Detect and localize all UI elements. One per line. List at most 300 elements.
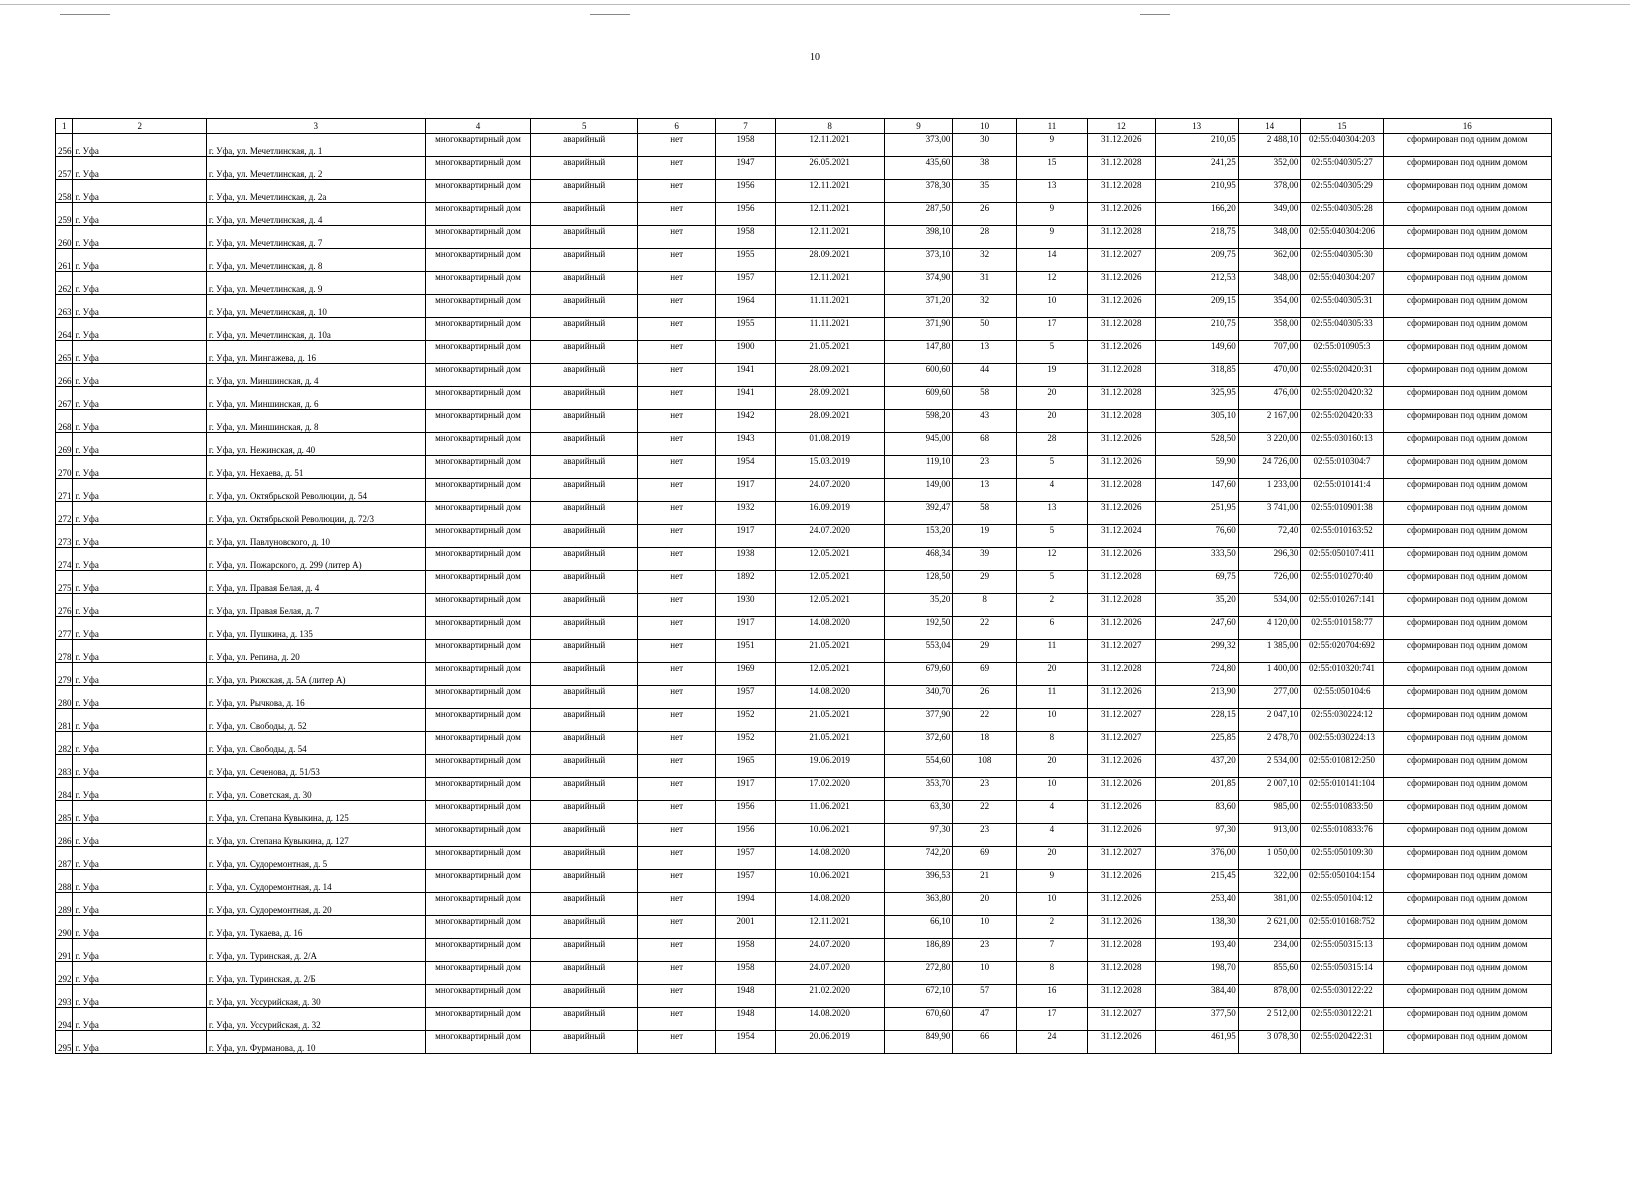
cell-city: г. Уфа bbox=[73, 203, 206, 226]
cell-residents: 58 bbox=[953, 502, 1017, 525]
cell-condition: аварийный bbox=[531, 341, 638, 364]
cell-date: 10.06.2021 bbox=[775, 870, 884, 893]
cell-flag: нет bbox=[638, 824, 716, 847]
cell-flag: нет bbox=[638, 1031, 716, 1054]
cell-land-area: 1 400,00 bbox=[1238, 663, 1301, 686]
cell-address: г. Уфа, ул. Октябрьской Революции, д. 72/3 bbox=[206, 502, 425, 525]
cell-condition: аварийный bbox=[531, 801, 638, 824]
cell-apartments: 7 bbox=[1016, 939, 1087, 962]
cell-land-status: сформирован под одним домом bbox=[1383, 755, 1551, 778]
cell-land-status: сформирован под одним домом bbox=[1383, 1031, 1551, 1054]
cell-object-type: многоквартирный дом bbox=[425, 617, 531, 640]
cell-city: г. Уфа bbox=[73, 157, 206, 180]
cell-land-status: сформирован под одним домом bbox=[1383, 617, 1551, 640]
table-row bbox=[56, 410, 1552, 433]
cell-residents: 38 bbox=[953, 157, 1017, 180]
cell-area: 186,89 bbox=[884, 939, 953, 962]
cell-area: 340,70 bbox=[884, 686, 953, 709]
cell-land-area: 24 726,00 bbox=[1238, 456, 1301, 479]
cell-land-area: 349,00 bbox=[1238, 203, 1301, 226]
cell-address: г. Уфа, ул. Судоремонтная, д. 20 bbox=[206, 893, 425, 916]
cell-cadastral-number: 02:55:040304:203 bbox=[1301, 134, 1383, 157]
cell-apartments: 28 bbox=[1016, 433, 1087, 456]
cell-deadline: 31.12.2024 bbox=[1087, 525, 1155, 548]
cell-condition: аварийный bbox=[531, 295, 638, 318]
cell-object-type: многоквартирный дом bbox=[425, 180, 531, 203]
cell-flag: нет bbox=[638, 778, 716, 801]
table-row bbox=[56, 824, 1552, 847]
cell-city: г. Уфа bbox=[73, 134, 206, 157]
cell-object-type: многоквартирный дом bbox=[425, 433, 531, 456]
table-row bbox=[56, 548, 1552, 571]
scan-mark bbox=[0, 4, 1630, 5]
table-row bbox=[56, 295, 1552, 318]
cell-object-type: многоквартирный дом bbox=[425, 387, 531, 410]
cell-year-built: 1941 bbox=[716, 364, 776, 387]
cell-row-number: 292 bbox=[56, 962, 73, 985]
cell-apartments: 20 bbox=[1016, 387, 1087, 410]
column-header-4: 4 bbox=[425, 119, 531, 134]
cell-apartments: 10 bbox=[1016, 893, 1087, 916]
cell-date: 10.06.2021 bbox=[775, 824, 884, 847]
cell-area: 192,50 bbox=[884, 617, 953, 640]
cell-year-built: 1900 bbox=[716, 341, 776, 364]
cell-date: 14.08.2020 bbox=[775, 1008, 884, 1031]
cell-flag: нет bbox=[638, 180, 716, 203]
column-header-11: 11 bbox=[1016, 119, 1087, 134]
cell-object-type: многоквартирный дом bbox=[425, 456, 531, 479]
cell-value: 198,70 bbox=[1155, 962, 1238, 985]
cell-row-number: 289 bbox=[56, 893, 73, 916]
cell-condition: аварийный bbox=[531, 594, 638, 617]
cell-apartments: 6 bbox=[1016, 617, 1087, 640]
cell-deadline: 31.12.2028 bbox=[1087, 939, 1155, 962]
cell-flag: нет bbox=[638, 847, 716, 870]
cell-address: г. Уфа, ул. Мечетлинская, д. 8 bbox=[206, 249, 425, 272]
cell-date: 16.09.2019 bbox=[775, 502, 884, 525]
cell-object-type: многоквартирный дом bbox=[425, 824, 531, 847]
cell-cadastral-number: 02:55:040305:33 bbox=[1301, 318, 1383, 341]
cell-value: 35,20 bbox=[1155, 594, 1238, 617]
cell-land-status: сформирован под одним домом bbox=[1383, 847, 1551, 870]
cell-value: 83,60 bbox=[1155, 801, 1238, 824]
cell-area: 373,00 bbox=[884, 134, 953, 157]
cell-land-status: сформирован под одним домом bbox=[1383, 249, 1551, 272]
column-header-1: 1 bbox=[56, 119, 73, 134]
cell-condition: аварийный bbox=[531, 157, 638, 180]
table-row bbox=[56, 433, 1552, 456]
cell-condition: аварийный bbox=[531, 548, 638, 571]
cell-city: г. Уфа bbox=[73, 387, 206, 410]
cell-apartments: 20 bbox=[1016, 755, 1087, 778]
cell-object-type: многоквартирный дом bbox=[425, 847, 531, 870]
cell-object-type: многоквартирный дом bbox=[425, 709, 531, 732]
cell-residents: 23 bbox=[953, 456, 1017, 479]
cell-address: г. Уфа, ул. Уссурийская, д. 32 bbox=[206, 1008, 425, 1031]
cell-apartments: 9 bbox=[1016, 226, 1087, 249]
cell-area: 272,80 bbox=[884, 962, 953, 985]
cell-land-status: сформирован под одним домом bbox=[1383, 732, 1551, 755]
cell-object-type: многоквартирный дом bbox=[425, 272, 531, 295]
cell-condition: аварийный bbox=[531, 663, 638, 686]
cell-apartments: 10 bbox=[1016, 709, 1087, 732]
cell-year-built: 1956 bbox=[716, 180, 776, 203]
cell-land-area: 277,00 bbox=[1238, 686, 1301, 709]
cell-city: г. Уфа bbox=[73, 870, 206, 893]
cell-object-type: многоквартирный дом bbox=[425, 295, 531, 318]
cell-apartments: 13 bbox=[1016, 180, 1087, 203]
cell-row-number: 290 bbox=[56, 916, 73, 939]
cell-land-status: сформирован под одним домом bbox=[1383, 824, 1551, 847]
cell-residents: 26 bbox=[953, 686, 1017, 709]
cell-flag: нет bbox=[638, 640, 716, 663]
cell-condition: аварийный bbox=[531, 502, 638, 525]
table-row bbox=[56, 663, 1552, 686]
cell-residents: 23 bbox=[953, 939, 1017, 962]
cell-deadline: 31.12.2026 bbox=[1087, 502, 1155, 525]
cell-cadastral-number: 02:55:010812:250 bbox=[1301, 755, 1383, 778]
table-row bbox=[56, 1008, 1552, 1031]
cell-date: 28.09.2021 bbox=[775, 387, 884, 410]
table-row bbox=[56, 525, 1552, 548]
cell-area: 679,60 bbox=[884, 663, 953, 686]
cell-residents: 22 bbox=[953, 801, 1017, 824]
cell-year-built: 1932 bbox=[716, 502, 776, 525]
table-row bbox=[56, 594, 1552, 617]
cell-object-type: многоквартирный дом bbox=[425, 663, 531, 686]
cell-flag: нет bbox=[638, 1008, 716, 1031]
cell-land-area: 2 621,00 bbox=[1238, 916, 1301, 939]
cell-city: г. Уфа bbox=[73, 456, 206, 479]
cell-condition: аварийный bbox=[531, 893, 638, 916]
cell-row-number: 291 bbox=[56, 939, 73, 962]
table-row bbox=[56, 180, 1552, 203]
cell-land-status: сформирован под одним домом bbox=[1383, 893, 1551, 916]
column-header-10: 10 bbox=[953, 119, 1017, 134]
column-header-5: 5 bbox=[531, 119, 638, 134]
cell-apartments: 9 bbox=[1016, 203, 1087, 226]
cell-object-type: многоквартирный дом bbox=[425, 801, 531, 824]
table-row bbox=[56, 778, 1552, 801]
cell-address: г. Уфа, ул. Туринская, д. 2/А bbox=[206, 939, 425, 962]
cell-area: 468,34 bbox=[884, 548, 953, 571]
cell-cadastral-number: 02:55:010158:77 bbox=[1301, 617, 1383, 640]
cell-cadastral-number: 02:55:030224:12 bbox=[1301, 709, 1383, 732]
cell-date: 14.08.2020 bbox=[775, 893, 884, 916]
cell-date: 28.09.2021 bbox=[775, 364, 884, 387]
scan-mark bbox=[590, 14, 630, 15]
cell-value: 305,10 bbox=[1155, 410, 1238, 433]
cell-area: 371,90 bbox=[884, 318, 953, 341]
cell-year-built: 1892 bbox=[716, 571, 776, 594]
cell-object-type: многоквартирный дом bbox=[425, 1008, 531, 1031]
cell-cadastral-number: 02:55:040305:29 bbox=[1301, 180, 1383, 203]
cell-flag: нет bbox=[638, 571, 716, 594]
cell-year-built: 1994 bbox=[716, 893, 776, 916]
cell-deadline: 31.12.2028 bbox=[1087, 962, 1155, 985]
cell-deadline: 31.12.2027 bbox=[1087, 709, 1155, 732]
cell-year-built: 2001 bbox=[716, 916, 776, 939]
cell-deadline: 31.12.2028 bbox=[1087, 594, 1155, 617]
cell-land-area: 2 007,10 bbox=[1238, 778, 1301, 801]
cell-apartments: 13 bbox=[1016, 502, 1087, 525]
cell-area: 670,60 bbox=[884, 1008, 953, 1031]
cell-address: г. Уфа, ул. Пушкина, д. 135 bbox=[206, 617, 425, 640]
cell-deadline: 31.12.2026 bbox=[1087, 870, 1155, 893]
cell-address: г. Уфа, ул. Фурманова, д. 10 bbox=[206, 1031, 425, 1054]
cell-address: г. Уфа, ул. Мингажева, д. 16 bbox=[206, 341, 425, 364]
cell-land-status: сформирован под одним домом bbox=[1383, 525, 1551, 548]
cell-land-status: сформирован под одним домом bbox=[1383, 157, 1551, 180]
column-header-7: 7 bbox=[716, 119, 776, 134]
cell-year-built: 1948 bbox=[716, 985, 776, 1008]
column-header-2: 2 bbox=[73, 119, 206, 134]
cell-land-area: 2 047,10 bbox=[1238, 709, 1301, 732]
cell-area: 600,60 bbox=[884, 364, 953, 387]
cell-area: 63,30 bbox=[884, 801, 953, 824]
cell-row-number: 281 bbox=[56, 709, 73, 732]
cell-value: 225,85 bbox=[1155, 732, 1238, 755]
cell-cadastral-number: 02:55:050315:13 bbox=[1301, 939, 1383, 962]
cell-apartments: 12 bbox=[1016, 548, 1087, 571]
cell-land-area: 2 488,10 bbox=[1238, 134, 1301, 157]
cell-row-number: 269 bbox=[56, 433, 73, 456]
cell-date: 12.11.2021 bbox=[775, 180, 884, 203]
cell-address: г. Уфа, ул. Свободы, д. 52 bbox=[206, 709, 425, 732]
cell-year-built: 1917 bbox=[716, 525, 776, 548]
cell-deadline: 31.12.2028 bbox=[1087, 157, 1155, 180]
cell-residents: 108 bbox=[953, 755, 1017, 778]
cell-land-area: 3 078,30 bbox=[1238, 1031, 1301, 1054]
scan-mark bbox=[1140, 14, 1170, 15]
table-row bbox=[56, 502, 1552, 525]
cell-condition: аварийный bbox=[531, 571, 638, 594]
cell-flag: нет bbox=[638, 617, 716, 640]
cell-area: 609,60 bbox=[884, 387, 953, 410]
cell-value: 228,15 bbox=[1155, 709, 1238, 732]
cell-land-area: 985,00 bbox=[1238, 801, 1301, 824]
cell-deadline: 31.12.2026 bbox=[1087, 617, 1155, 640]
cell-area: 849,90 bbox=[884, 1031, 953, 1054]
cell-row-number: 273 bbox=[56, 525, 73, 548]
cell-year-built: 1930 bbox=[716, 594, 776, 617]
cell-date: 20.06.2019 bbox=[775, 1031, 884, 1054]
cell-city: г. Уфа bbox=[73, 295, 206, 318]
cell-row-number: 279 bbox=[56, 663, 73, 686]
cell-date: 24.07.2020 bbox=[775, 525, 884, 548]
cell-year-built: 1957 bbox=[716, 847, 776, 870]
cell-value: 76,60 bbox=[1155, 525, 1238, 548]
cell-land-area: 354,00 bbox=[1238, 295, 1301, 318]
cell-address: г. Уфа, ул. Уссурийская, д. 30 bbox=[206, 985, 425, 1008]
cell-residents: 28 bbox=[953, 226, 1017, 249]
cell-flag: нет bbox=[638, 479, 716, 502]
cell-date: 11.06.2021 bbox=[775, 801, 884, 824]
cell-land-status: сформирован под одним домом bbox=[1383, 801, 1551, 824]
cell-value: 384,40 bbox=[1155, 985, 1238, 1008]
cell-city: г. Уфа bbox=[73, 272, 206, 295]
column-header-15: 15 bbox=[1301, 119, 1383, 134]
table-row bbox=[56, 249, 1552, 272]
cell-date: 21.05.2021 bbox=[775, 732, 884, 755]
cell-year-built: 1951 bbox=[716, 640, 776, 663]
cell-cadastral-number: 02:55:010168:752 bbox=[1301, 916, 1383, 939]
cell-residents: 31 bbox=[953, 272, 1017, 295]
cell-land-area: 913,00 bbox=[1238, 824, 1301, 847]
cell-deadline: 31.12.2027 bbox=[1087, 249, 1155, 272]
cell-city: г. Уфа bbox=[73, 824, 206, 847]
cell-value: 724,80 bbox=[1155, 663, 1238, 686]
cell-residents: 10 bbox=[953, 916, 1017, 939]
cell-flag: нет bbox=[638, 387, 716, 410]
cell-cadastral-number: 02:55:040304:207 bbox=[1301, 272, 1383, 295]
cell-cadastral-number: 02:55:010270:40 bbox=[1301, 571, 1383, 594]
cell-cadastral-number: 02:55:020420:32 bbox=[1301, 387, 1383, 410]
cell-city: г. Уфа bbox=[73, 226, 206, 249]
cell-year-built: 1938 bbox=[716, 548, 776, 571]
cell-land-area: 296,30 bbox=[1238, 548, 1301, 571]
cell-address: г. Уфа, ул. Степана Кувыкина, д. 125 bbox=[206, 801, 425, 824]
cell-cadastral-number: 02:55:040305:30 bbox=[1301, 249, 1383, 272]
cell-object-type: многоквартирный дом bbox=[425, 502, 531, 525]
column-header-8: 8 bbox=[775, 119, 884, 134]
cell-address: г. Уфа, ул. Рижская, д. 5А (литер А) bbox=[206, 663, 425, 686]
cell-land-status: сформирован под одним домом bbox=[1383, 640, 1551, 663]
cell-date: 21.02.2020 bbox=[775, 985, 884, 1008]
cell-land-status: сформирован под одним домом bbox=[1383, 295, 1551, 318]
cell-year-built: 1956 bbox=[716, 824, 776, 847]
cell-row-number: 256 bbox=[56, 134, 73, 157]
cell-address: г. Уфа, ул. Туринская, д. 2/Б bbox=[206, 962, 425, 985]
cell-area: 119,10 bbox=[884, 456, 953, 479]
cell-row-number: 294 bbox=[56, 1008, 73, 1031]
cell-area: 377,90 bbox=[884, 709, 953, 732]
cell-cadastral-number: 02:55:050104:12 bbox=[1301, 893, 1383, 916]
cell-city: г. Уфа bbox=[73, 847, 206, 870]
cell-date: 14.08.2020 bbox=[775, 847, 884, 870]
cell-deadline: 31.12.2026 bbox=[1087, 778, 1155, 801]
cell-apartments: 2 bbox=[1016, 594, 1087, 617]
cell-land-area: 3 741,00 bbox=[1238, 502, 1301, 525]
cell-value: 166,20 bbox=[1155, 203, 1238, 226]
cell-residents: 44 bbox=[953, 364, 1017, 387]
cell-land-status: сформирован под одним домом bbox=[1383, 134, 1551, 157]
cell-residents: 13 bbox=[953, 341, 1017, 364]
column-header-6: 6 bbox=[638, 119, 716, 134]
cell-cadastral-number: 02:55:020704:692 bbox=[1301, 640, 1383, 663]
cell-city: г. Уфа bbox=[73, 916, 206, 939]
cell-city: г. Уфа bbox=[73, 1031, 206, 1054]
table-row bbox=[56, 640, 1552, 663]
cell-residents: 23 bbox=[953, 824, 1017, 847]
cell-residents: 35 bbox=[953, 180, 1017, 203]
cell-deadline: 31.12.2028 bbox=[1087, 364, 1155, 387]
table-row bbox=[56, 157, 1552, 180]
cell-flag: нет bbox=[638, 456, 716, 479]
cell-address: г. Уфа, ул. Павлуновского, д. 10 bbox=[206, 525, 425, 548]
cell-row-number: 261 bbox=[56, 249, 73, 272]
cell-year-built: 1941 bbox=[716, 387, 776, 410]
cell-land-status: сформирован под одним домом bbox=[1383, 663, 1551, 686]
cell-condition: аварийный bbox=[531, 847, 638, 870]
cell-area: 598,20 bbox=[884, 410, 953, 433]
cell-value: 218,75 bbox=[1155, 226, 1238, 249]
cell-address: г. Уфа, ул. Репина, д. 20 bbox=[206, 640, 425, 663]
cell-object-type: многоквартирный дом bbox=[425, 870, 531, 893]
cell-residents: 50 bbox=[953, 318, 1017, 341]
cell-apartments: 8 bbox=[1016, 732, 1087, 755]
column-header-14: 14 bbox=[1238, 119, 1301, 134]
cell-city: г. Уфа bbox=[73, 479, 206, 502]
cell-value: 210,05 bbox=[1155, 134, 1238, 157]
cell-date: 12.05.2021 bbox=[775, 594, 884, 617]
cell-condition: аварийный bbox=[531, 640, 638, 663]
cell-cadastral-number: 02:55:010304:7 bbox=[1301, 456, 1383, 479]
cell-date: 17.02.2020 bbox=[775, 778, 884, 801]
cell-cadastral-number: 02:55:040305:28 bbox=[1301, 203, 1383, 226]
column-header-9: 9 bbox=[884, 119, 953, 134]
cell-address: г. Уфа, ул. Мечетлинская, д. 10а bbox=[206, 318, 425, 341]
cell-object-type: многоквартирный дом bbox=[425, 410, 531, 433]
cell-land-area: 2 167,00 bbox=[1238, 410, 1301, 433]
cell-address: г. Уфа, ул. Правая Белая, д. 4 bbox=[206, 571, 425, 594]
cell-apartments: 11 bbox=[1016, 686, 1087, 709]
cell-area: 66,10 bbox=[884, 916, 953, 939]
cell-land-area: 3 220,00 bbox=[1238, 433, 1301, 456]
cell-city: г. Уфа bbox=[73, 732, 206, 755]
cell-land-area: 381,00 bbox=[1238, 893, 1301, 916]
cell-value: 241,25 bbox=[1155, 157, 1238, 180]
cell-address: г. Уфа, ул. Мечетлинская, д. 2а bbox=[206, 180, 425, 203]
cell-flag: нет bbox=[638, 870, 716, 893]
cell-date: 26.05.2021 bbox=[775, 157, 884, 180]
cell-condition: аварийный bbox=[531, 272, 638, 295]
cell-object-type: многоквартирный дом bbox=[425, 962, 531, 985]
cell-date: 12.11.2021 bbox=[775, 203, 884, 226]
cell-land-status: сформирован под одним домом bbox=[1383, 962, 1551, 985]
cell-residents: 30 bbox=[953, 134, 1017, 157]
cell-object-type: многоквартирный дом bbox=[425, 1031, 531, 1054]
cell-cadastral-number: 02:55:020420:31 bbox=[1301, 364, 1383, 387]
cell-city: г. Уфа bbox=[73, 364, 206, 387]
table-row bbox=[56, 755, 1552, 778]
cell-condition: аварийный bbox=[531, 249, 638, 272]
table-row bbox=[56, 709, 1552, 732]
cell-flag: нет bbox=[638, 318, 716, 341]
cell-year-built: 1917 bbox=[716, 617, 776, 640]
cell-condition: аварийный bbox=[531, 318, 638, 341]
cell-year-built: 1954 bbox=[716, 456, 776, 479]
table-row bbox=[56, 1031, 1552, 1054]
table-row bbox=[56, 134, 1552, 157]
cell-residents: 8 bbox=[953, 594, 1017, 617]
cell-apartments: 2 bbox=[1016, 916, 1087, 939]
cell-address: г. Уфа, ул. Мечетлинская, д. 4 bbox=[206, 203, 425, 226]
cell-land-area: 72,40 bbox=[1238, 525, 1301, 548]
table-row bbox=[56, 456, 1552, 479]
cell-city: г. Уфа bbox=[73, 617, 206, 640]
cell-land-status: сформирован под одним домом bbox=[1383, 985, 1551, 1008]
cell-deadline: 31.12.2026 bbox=[1087, 433, 1155, 456]
cell-row-number: 272 bbox=[56, 502, 73, 525]
cell-city: г. Уфа bbox=[73, 962, 206, 985]
cell-apartments: 10 bbox=[1016, 778, 1087, 801]
cell-value: 209,75 bbox=[1155, 249, 1238, 272]
cell-city: г. Уфа bbox=[73, 939, 206, 962]
cell-cadastral-number: 02:55:030122:21 bbox=[1301, 1008, 1383, 1031]
cell-value: 212,53 bbox=[1155, 272, 1238, 295]
cell-value: 333,50 bbox=[1155, 548, 1238, 571]
